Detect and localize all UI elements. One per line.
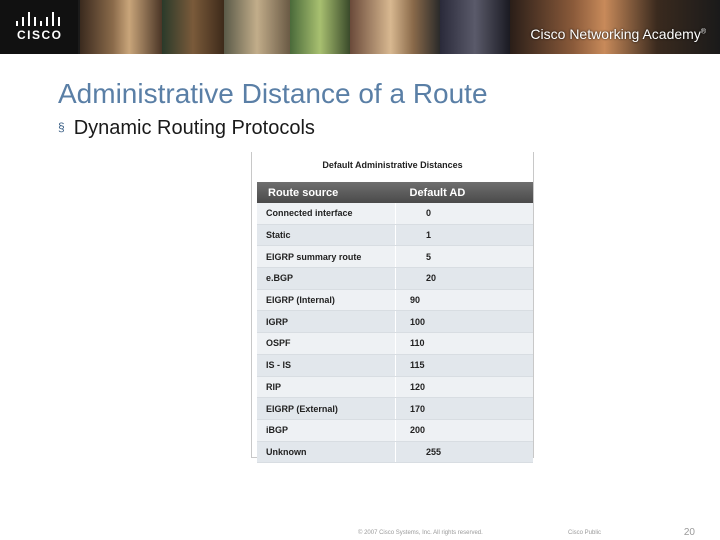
table-row xyxy=(257,203,533,224)
route-source-cell: iBGP xyxy=(257,419,396,441)
table-row xyxy=(257,224,533,246)
table-row xyxy=(257,311,533,333)
ad-table xyxy=(257,182,533,463)
bullet-marker: § xyxy=(58,120,65,134)
route-source-cell: Unknown xyxy=(257,441,396,463)
route-source-cell: e.BGP xyxy=(257,268,396,290)
ad-value-cell: 120 xyxy=(396,376,534,398)
ad-value-cell: 200 xyxy=(396,419,534,441)
table-row xyxy=(257,398,533,420)
route-source-cell: EIGRP summary route xyxy=(257,246,396,268)
ad-value-cell: 100 xyxy=(396,311,534,333)
banner-photo-4 xyxy=(290,0,350,54)
route-source-cell: Connected interface xyxy=(257,203,396,224)
table-row xyxy=(257,441,533,463)
ad-value-cell: 115 xyxy=(396,354,534,376)
table-row xyxy=(257,354,533,376)
table-caption: Default Administrative Distances xyxy=(322,160,463,170)
ad-value-cell: 170 xyxy=(396,398,534,420)
cisco-logo-text: CISCO xyxy=(17,28,63,42)
route-source-cell: EIGRP (Internal) xyxy=(257,289,396,311)
column-header-route-source: Route source xyxy=(257,182,396,203)
table-row xyxy=(257,289,533,311)
header-banner xyxy=(0,0,720,54)
ad-value-cell: 110 xyxy=(396,333,534,355)
banner-photo-3 xyxy=(224,0,290,54)
page-number: 20 xyxy=(683,527,695,538)
banner-photo-5 xyxy=(350,0,440,54)
ad-value-cell: 255 xyxy=(396,441,534,463)
table-row xyxy=(257,376,533,398)
route-source-cell: IS - IS xyxy=(257,354,396,376)
ad-value-cell: 0 xyxy=(396,203,534,224)
banner-photo-1 xyxy=(80,0,162,54)
slide-title: Administrative Distance of a Route xyxy=(58,78,488,109)
banner-photo-2 xyxy=(162,0,224,54)
route-source-cell: RIP xyxy=(257,376,396,398)
table-row xyxy=(257,268,533,290)
cisco-logo xyxy=(0,0,78,54)
ad-value-cell: 90 xyxy=(396,289,534,311)
ad-table-image xyxy=(251,152,534,458)
cisco-bridge-icon xyxy=(16,12,64,26)
ad-value-cell: 5 xyxy=(396,246,534,268)
column-header-default-ad: Default AD xyxy=(396,182,534,203)
table-row xyxy=(257,333,533,355)
academy-title: Cisco Networking Academy® xyxy=(530,26,706,42)
classification-label: Cisco Public xyxy=(568,530,602,536)
table-row xyxy=(257,419,533,441)
route-source-cell: Static xyxy=(257,224,396,246)
route-source-cell: OSPF xyxy=(257,333,396,355)
bullet-item xyxy=(58,117,315,140)
route-source-cell: IGRP xyxy=(257,311,396,333)
ad-value-cell: 20 xyxy=(396,268,534,290)
bullet-text: Dynamic Routing Protocols xyxy=(73,117,315,139)
table-header-row xyxy=(257,182,533,203)
copyright-notice: © 2007 Cisco Systems, Inc. All rights reserved. xyxy=(358,530,483,536)
table-row xyxy=(257,246,533,268)
route-source-cell: EIGRP (External) xyxy=(257,398,396,420)
ad-value-cell: 1 xyxy=(396,224,534,246)
banner-photo-6 xyxy=(440,0,510,54)
